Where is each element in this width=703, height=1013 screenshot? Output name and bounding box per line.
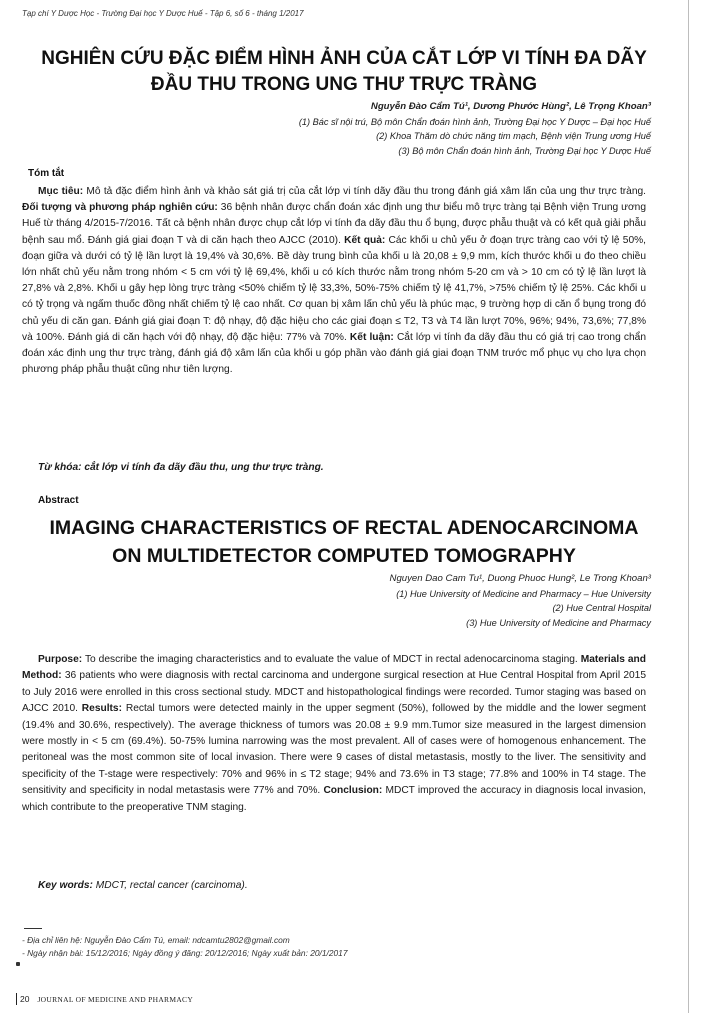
page-number: 20 [20,994,30,1004]
en-affiliation-1: (1) Hue University of Medicine and Pharmacy – Hue University [396,588,651,599]
en-abstract-body [22,652,646,816]
en-results-label: Results: [81,703,122,715]
en-results-text: Rectal tumors were detected mainly in the upper segment (50%), followed by the middle and the lower segment (19.4% and 30.6%, respectively). The average thickness of tumors was 20.08 ± 9.9 mm.Tumor size measured in the largest dimension were mostly in < 5 cm (69.4%). 50-75% lumina narrowing was the most prevalent. All of cases were of homogenous enhancement. The peritoneal was the most common site of local invasion. There were 9 cases of distal metastasis, mostly to the liver. The sensitivity and specificity of the T-stage were respectively: 70% and 96% in ≤ T2 stage; 94% and 73.6% in T3 stage; 77.8% and 100% in T4 stage. The sensitivity and specificity in nodal metastasis were 77% and 70%. [22,703,646,797]
vn-title-line-2: ĐẦU THU TRONG UNG THƯ TRỰC TRÀNG [150,74,538,95]
vn-affiliation-3: (3) Bộ môn Chẩn đoán hình ảnh, Trường Đại học Y Dược Huế [398,145,651,156]
vn-summary-label: Tóm tắt [28,168,65,179]
vn-title-line-1: NGHIÊN CỨU ĐẶC ĐIỂM HÌNH ẢNH CỦA CẮT LỚP VI TÍNH ĐA DÃY [41,48,647,69]
vn-results-text: Các khối u chủ yếu ở đoạn trực tràng cao với tỷ lệ 50%, đoạn giữa và dưới có tỷ lệ lần lượt là 19,4% và 30,6%. Bề dày trung bình của khối u là 20,08 ± 9,9 mm, kích thước khối u đo theo chiều lớn nhất chủ yếu nằm trong nhóm < 5 cm với tỷ lệ 69,4%, khối u có kích thước nằm trong nhóm 5-20 cm và > 10 cm có tỷ lệ lần lượt là 27,8% và 2,8%. Khối u gây hẹp lòng trực tràng <50% chiếm tỷ lệ 33,3%, 50%-75% chiếm tỷ lệ 41,7%, >75% chiếm tỷ lệ 25%. Các khối u có tỷ trọng và ngấm thuốc đồng nhất chiếm tỷ lệ cao nhất. Cơ quan bị xâm lấn chủ yếu là phúc mạc, 9 trường hợp di căn ổ bụng trong đó chủ yếu di căn gan. Đánh giá giai đoạn T: độ nhạy, độ đặc hiệu cho các giai đoạn ≤ T2, T3 và T4 lần lượt 70%, 96%; 94%, 73,6%; 77,8% và 100%. Đánh giá di căn hạch với độ nhạy, độ đặc hiệu: 77% và 70%. [22,234,647,343]
footnote-marker [16,962,20,966]
en-title-line-2: ON MULTIDETECTOR COMPUTED TOMOGRAPHY [112,545,576,567]
vn-article-title [20,46,668,98]
journal-name: JOURNAL OF MEDICINE AND PHARMACY [37,994,194,1004]
en-affiliation-3: (3) Hue University of Medicine and Pharmacy [466,617,651,628]
vn-abstract-body [22,184,646,378]
vn-conclusion-text: Cắt lớp vi tính đa dãy đầu thu có giá trị cao trong chẩn đoán xác định ung thư trực tràng, đánh giá độ xâm lấn của khối u góp phần vào đánh giá giai đoạn TNM trước mổ phục vụ cho lựa chọn phương pháp phẫu thuật cũng như tiên lượng. [22,331,646,376]
vn-conclusion-label: Kết luận: [349,331,394,343]
en-keywords-text: MDCT, rectal cancer (carcinoma). [92,880,248,891]
en-affiliation-2: (2) Hue Central Hospital [552,603,651,613]
en-title-line-1: IMAGING CHARACTERISTICS OF RECTAL ADENOCARCINOMA [49,517,639,539]
vn-affiliation-2: (2) Khoa Thăm dò chức năng tim mạch, Bệnh viện Trung ương Huế [376,131,651,141]
footnote-separator [24,928,42,929]
en-conclusion-label: Conclusion: [323,785,383,797]
en-methods-label: Materials and Method: [22,654,646,682]
vn-methods-text: 36 bệnh nhân được chẩn đoán xác định ung thư biểu mô trực tràng tại Bệnh viện Trung ương Huế từ tháng 4/2015-7/2016. Tất cả bệnh nhân được chụp cắt lớp vi tính đa dãy đầu thu ổ bụng, được phẫu thuật và có kết quả giải phẫu bệnh sau mổ. Đánh giá giai đoạn T và di căn hạch theo AJCC (2010). [22,202,647,246]
vn-results-label: Kết quả: [344,234,386,246]
page-footer [16,993,193,1005]
vn-keywords-text: Từ khóa: cắt lớp vi tính đa dãy đầu thu, ung thư trực tràng. [38,462,324,473]
vn-aim-label: Mục tiêu: [38,186,84,197]
page-edge-rule [688,0,689,1013]
footer-bar [16,993,17,1005]
vn-keywords [22,460,646,476]
en-purpose-text: To describe the imaging characteristics and to evaluate the value of MDCT in rectal adenocarcinoma staging. [82,654,581,665]
vn-aim-text: Mô tả đặc điểm hình ảnh và khảo sát giá trị của cắt lớp vi tính dãy đầu thu trong đánh giá xâm lấn của ung thư trực tràng. [83,186,646,197]
vn-methods-label: Đối tượng và phương pháp nghiên cứu: [22,202,218,214]
vn-authors: Nguyễn Đào Cẩm Tú¹, Dương Phước Hùng², Lê Trọng Khoan³ [370,101,651,112]
vn-affiliation-1: (1) Bác sĩ nội trú, Bộ môn Chẩn đoán hình ảnh, Trường Đại học Y Dược – Đại học Huế [298,116,651,127]
en-methods-text: 36 patients who were diagnosis with rectal carcinoma and undergone surgical resection at Hue Central Hospital from April 2015 to July 2016 were enrolled in this cross sectional study. MDCT and histopathological findings were recorded. Tumor staging was based on AJCC 2010. [22,670,646,715]
footnotes [22,934,347,960]
abstract-label: Abstract [38,495,79,506]
en-authors: Nguyen Dao Cam Tu¹, Duong Phuoc Hung², Le Trong Khoan³ [389,573,651,584]
running-header: Tạp chí Y Dược Học - Trường Đại học Y Dược Huế - Tập 6, số 6 - tháng 1/2017 [22,9,304,18]
en-keywords-label: Key words: [38,880,93,891]
en-article-title [20,514,668,570]
footnote-dates: - Ngày nhận bài: 15/12/2016; Ngày đồng ý đăng: 20/12/2016; Ngày xuất bản: 20/1/2017 [22,948,348,958]
footnote-contact: - Địa chỉ liên hệ: Nguyễn Đào Cẩm Tú, email: ndcamtu2802@gmail.com [22,935,290,945]
en-purpose-label: Purpose: [38,654,83,665]
en-conclusion-text: MDCT improved the accuracy in diagnosis local invasion, which contribute to the preoperative TNM staging. [22,785,646,813]
en-author-block [390,572,651,630]
en-keywords [22,878,646,894]
vn-author-block [299,100,651,158]
